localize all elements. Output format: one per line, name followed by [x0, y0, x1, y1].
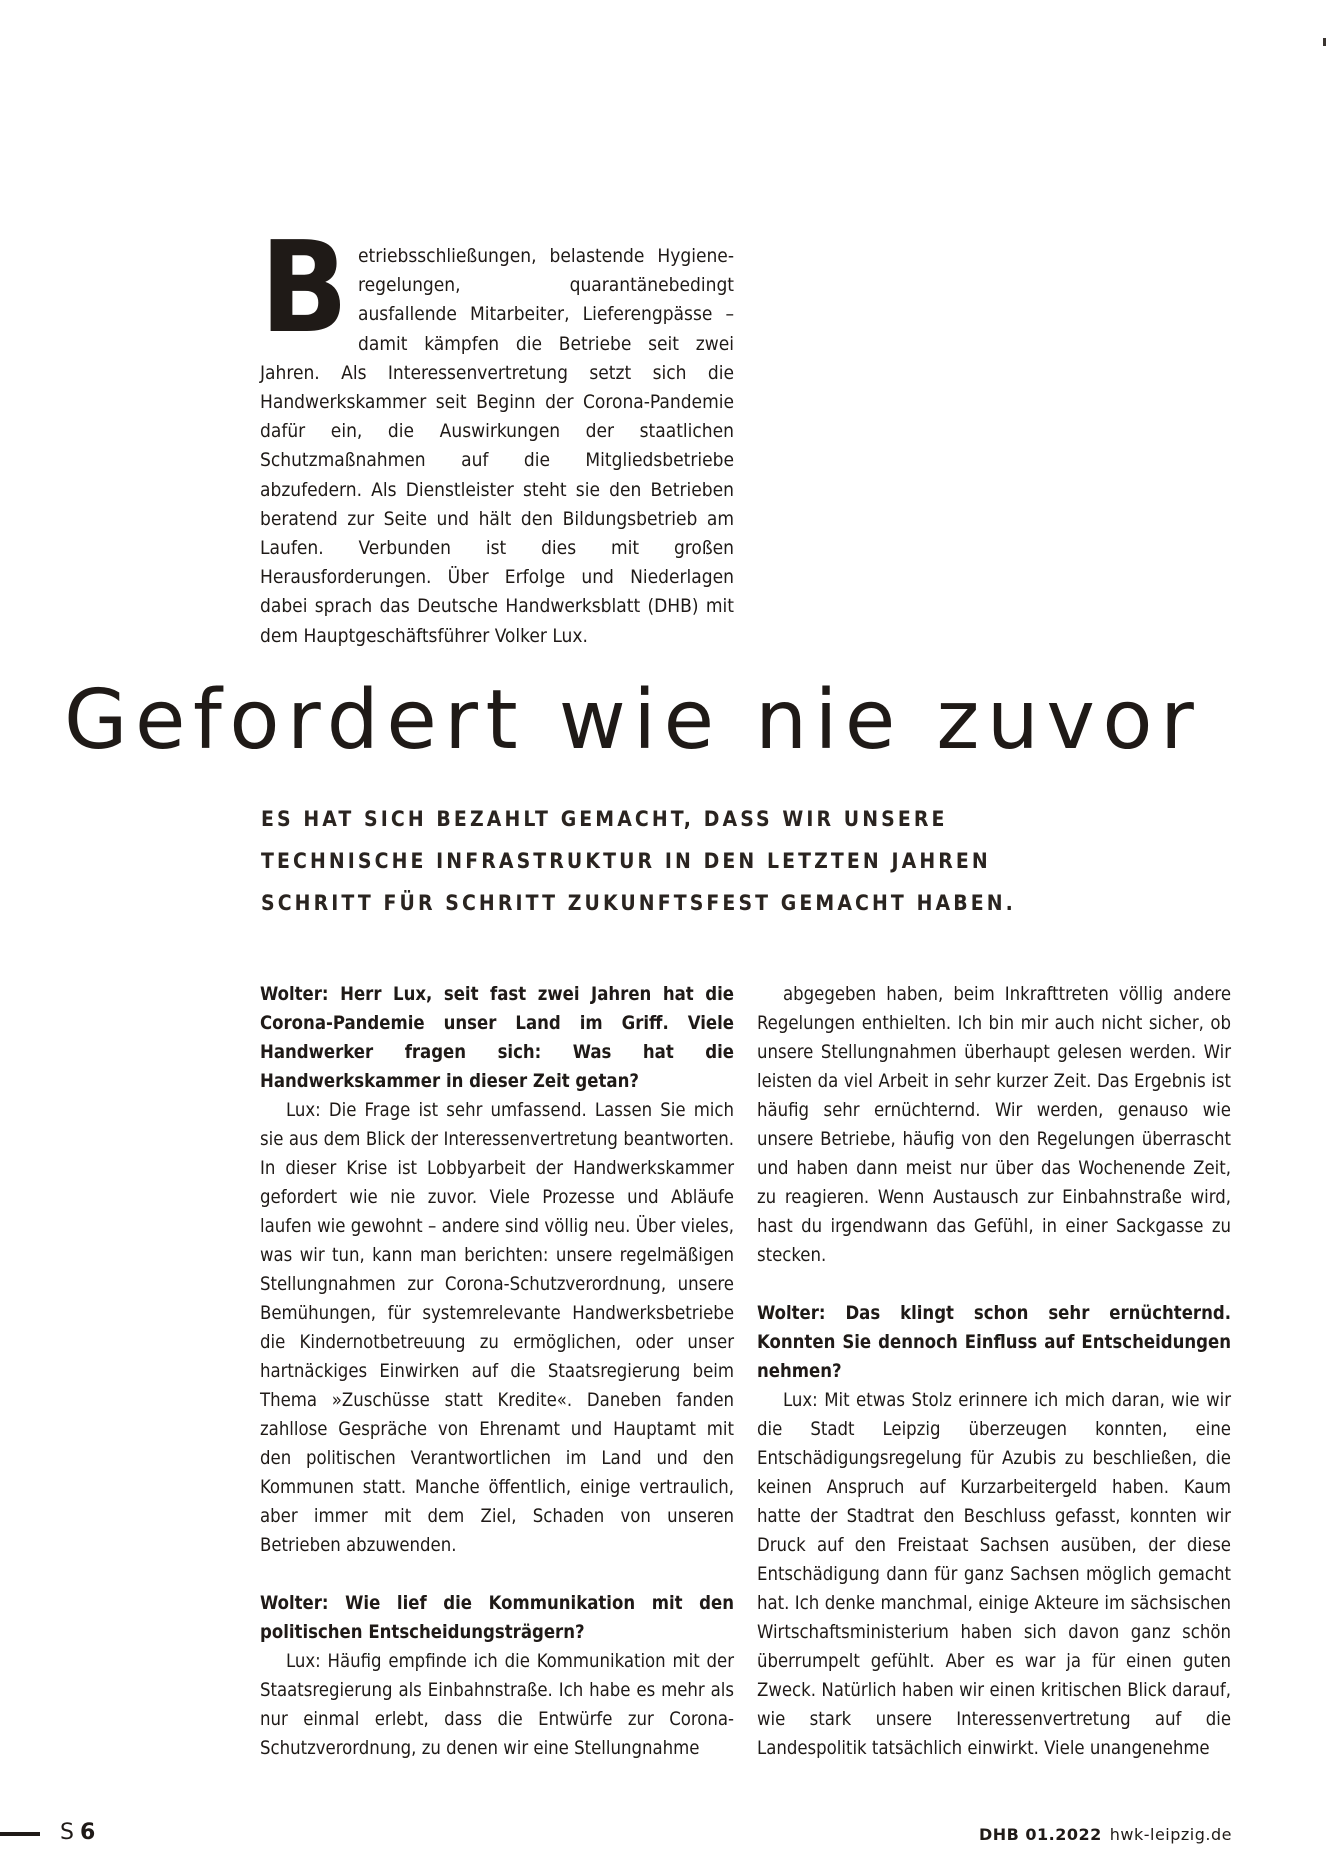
interview-answer: Lux: Mit etwas Stolz erinnere ich mich daran, wie wir die Stadt Leipzig überzeugen konnten, eine Entschädigungsregelung für Azubis zu beschließen, die keinen Anspruch auf Kurzarbeitergeld haben. Kaum hatte der Stadtrat den Beschluss gefasst, konnten wir Druck auf den Freistaat Sachsen ausüben, der diese Entschädigung dann für ganz Sachsen möglich gemacht hat. Ich denke manchmal, einige Akteure im sächsischen Wirtschaftsministerium haben sich davon ganz schön überrumpelt gefühlt. Aber es war ja für einen guten Zweck. Natürlich haben wir einen kritischen Blick darauf, wie stark unsere Interessenvertretung auf die Landespolitik tatsächlich einwirkt. Viele unangenehme	[757, 1390, 1231, 1759]
footer-rule	[0, 1832, 40, 1836]
dropcap: B	[260, 214, 349, 361]
page-number	[60, 1820, 95, 1845]
intro-text: etriebsschließungen, belastende Hygieneregelungen, quarantänebedingt ausfallende Mitarbeiter, Lieferengpässe – damit kämpfen die Betriebe seit zwei Jahren. Als Interessenvertretung setzt sich die Handwerkskammer seit Beginn der Corona-Pandemie dafür ein, die Auswirkungen der staatlichen Schutzmaßnahmen auf die Mitgliedsbetriebe abzufedern. Als Dienstleister steht sie den Betrieben beratend zur Seite und hält den Bildungsbetrieb am Laufen. Verbunden ist dies mit großen Herausforderungen. Über Erfolge und Niederlagen dabei sprach das Deutsche Handwerksblatt (DHB) mit dem Hauptgeschäftsführer Volker Lux.	[260, 245, 734, 647]
intro-paragraph	[260, 214, 734, 651]
interview-answer-continued: abgegeben haben, beim Inkrafttreten völlig andere Regelungen enthielten. Ich bin mir auch nicht sicher, ob unsere Stellungnahmen überhaupt gelesen werden. Wir leisten da viel Arbeit in sehr kurzer Zeit. Das Ergebnis ist häufig sehr ernüchternd. Wir werden, genauso wie unsere Betriebe, häufig von den Regelungen überrascht und haben dann meist nur über das Wochenende Zeit, zu reagieren. Wenn Austausch zur Einbahnstraße wird, hast du irgendwann das Gefühl, in einer Sackgasse zu stecken.	[757, 984, 1231, 1266]
interview-answer: Lux: Häufig empfinde ich die Kommunikation mit der Staatsregierung als Einbahnstraße. Ich habe es mehr als nur einmal erlebt, dass die Entwürfe zur Corona-Schutzverordnung, zu denen wir eine Stellungnahme	[260, 1651, 734, 1759]
page-prefix: S	[60, 1820, 74, 1845]
interview-question: Wolter: Das klingt schon sehr ernüchternd. Konnten Sie dennoch Einfluss auf Entscheidungen nehmen?	[757, 1303, 1231, 1382]
article-column-left	[260, 980, 734, 1763]
issue-label: DHB 01.2022	[978, 1825, 1102, 1844]
page-title: Gefordert wie nie zuvor	[64, 673, 1202, 768]
interview-answer: Lux: Die Frage ist sehr umfassend. Lassen Sie mich sie aus dem Blick der Interessenvertretung beantworten. In dieser Krise ist Lobbyarbeit der Handwerkskammer gefordert wie nie zuvor. Viele Prozesse und Abläufe laufen wie gewohnt – andere sind völlig neu. Über vieles, was wir tun, kann man berichten: unsere regelmäßigen Stellungnahmen zur Corona-Schutzverordnung, unsere Bemühungen, für systemrelevante Handwerksbetriebe die Kindernotbetreuung zu ermöglichen, oder unser hartnäckiges Einwirken auf die Staatsregierung beim Thema »Zuschüsse statt Kredite«. Daneben fanden zahllose Gespräche von Ehrenamt und Hauptamt mit den politischen Verantwortlichen im Land und den Kommunen statt. Manche öffentlich, einige vertraulich, aber immer mit dem Ziel, Schaden von unseren Betrieben abzuwenden.	[260, 1100, 734, 1556]
interview-question: Wolter: Herr Lux, seit fast zwei Jahren hat die Corona-Pandemie unser Land im Griff. Viele Handwerker fragen sich: Was hat die Handwerkskammer in dieser Zeit getan?	[260, 984, 734, 1092]
footer-publication	[979, 1825, 1232, 1844]
interview-question: Wolter: Wie lief die Kommunikation mit den politischen Entscheidungsträgern?	[260, 1593, 734, 1643]
article-column-right	[757, 980, 1231, 1763]
page-number-value: 6	[79, 1820, 96, 1845]
website-label: hwk-leipzig.de	[1109, 1825, 1232, 1844]
pull-quote: ES HAT SICH BEZAHLT GEMACHT, DASS WIR UNSERE TECHNISCHE INFRASTRUKTUR IN DEN LETZTEN JAHREN SCHRITT FÜR SCHRITT ZUKUNFTSFEST GEMACHT HABEN.	[261, 807, 1016, 915]
